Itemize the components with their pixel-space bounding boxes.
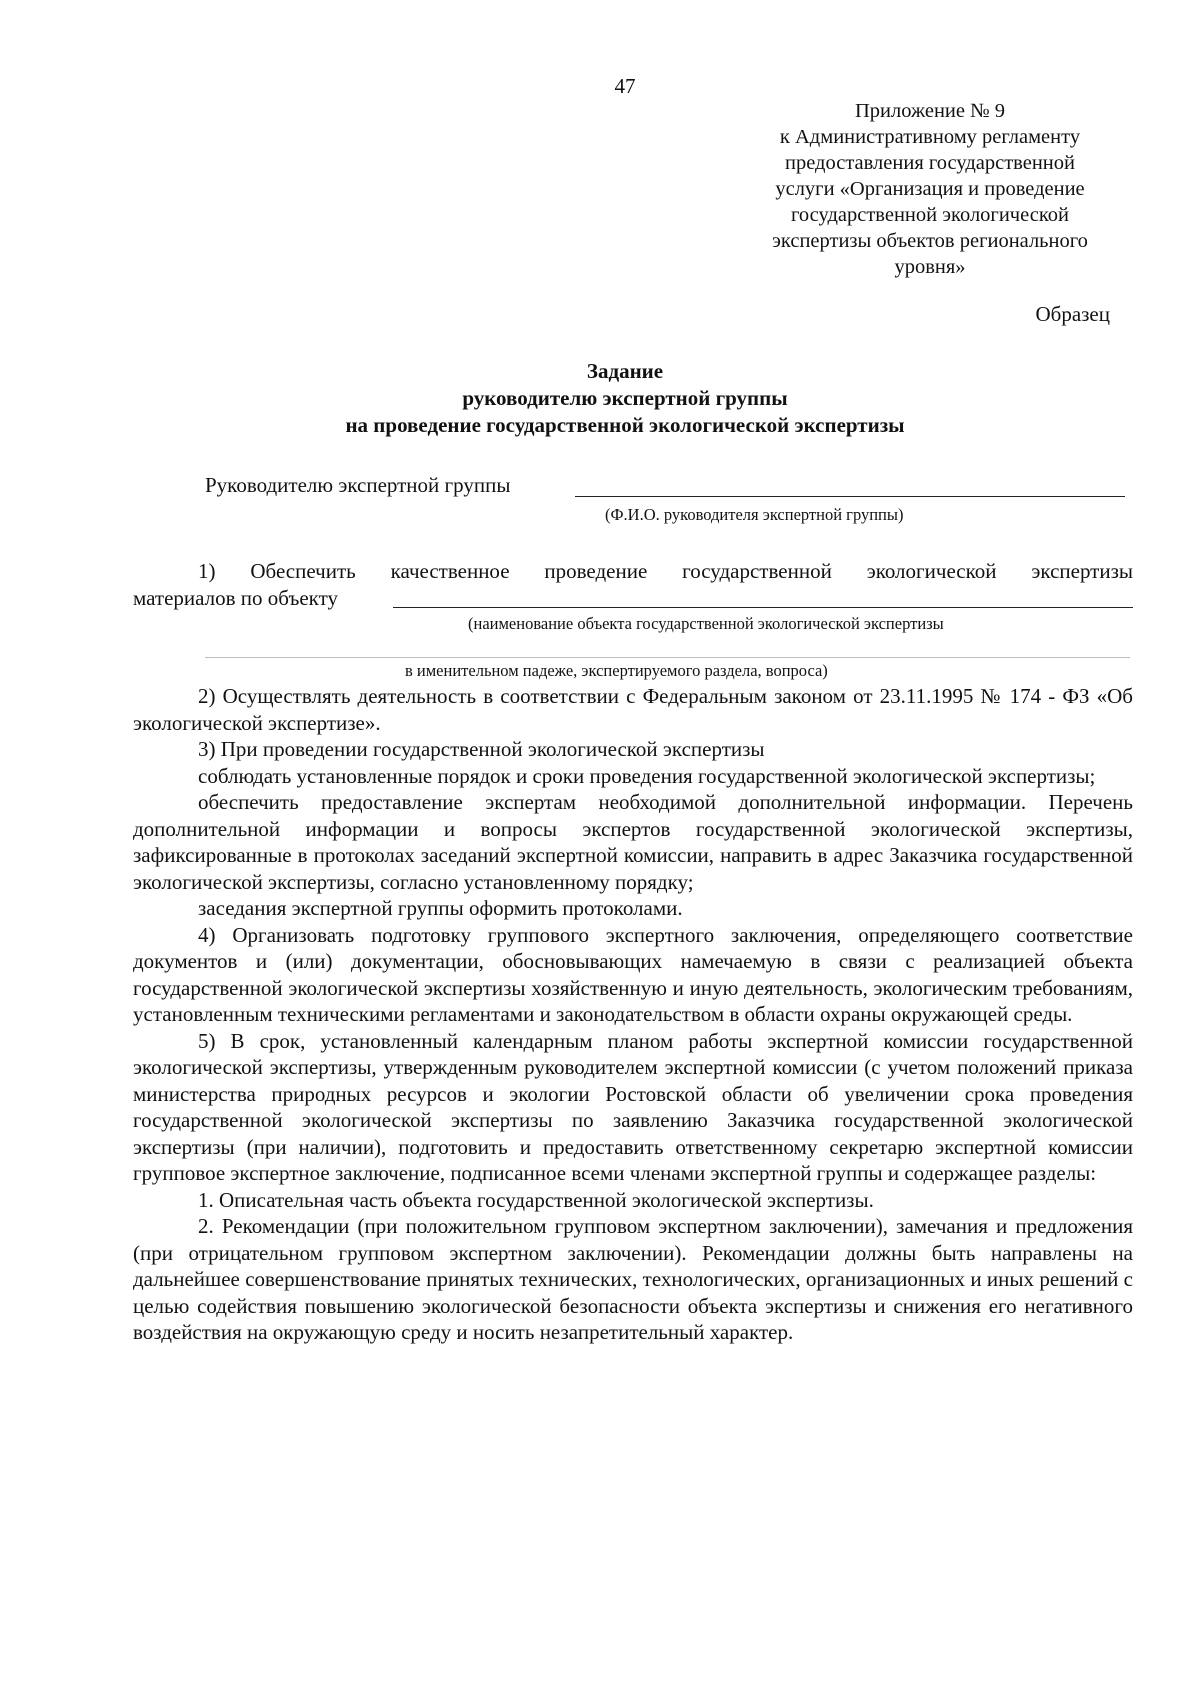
appendix-line: Приложение № 9: [854, 100, 1006, 122]
sample-label: Образец: [1035, 302, 1110, 326]
paragraph: заседания экспертной группы оформить протоколами.: [198, 896, 683, 920]
paragraph: 2) Осуществлять деятельность в соответствии с Федеральным законом от 23.11.1995 № 174 - ФЗ «Об экологической экспертизе».: [133, 684, 1133, 735]
appendix-line: государственной экологической: [791, 204, 1069, 226]
title-line: руководителю экспертной группы: [462, 386, 788, 410]
paragraph: 1. Описательная часть объекта государственной экологической экспертизы.: [198, 1187, 874, 1212]
appendix-line: уровня»: [894, 256, 966, 278]
object-hint-1: (наименование объекта государственной экологической экспертизы: [468, 614, 944, 633]
appendix-line: услуги «Организация и проведение: [775, 178, 1085, 200]
body-text: [133, 683, 1133, 1346]
item-1-continuation: материалов по объекту: [133, 586, 338, 610]
title-line: Задание: [586, 359, 664, 383]
appendix-reference: [740, 98, 1120, 280]
paragraph: 5) В срок, установленный календарным планом работы экспертной комиссии государственной экологической экспертизы, утвержденным руководителем экспертной комиссии (с учетом положений приказа министерства природных ресурсов и экологии Ростовской области об увеличении срока проведения государственной экологической экспертизы по заявлению Заказчика государственной экологической экспертизы (при наличии), подготовить и предоставить ответственному секретарю экспертной комиссии групповое экспертное заключение, подписанное всеми членами экспертной группы и содержащее разделы:: [133, 1028, 1133, 1185]
object-hint-2: в именительном падеже, экспертируемого раздела, вопроса): [405, 661, 828, 680]
title-line: на проведение государственной экологической экспертизы: [345, 413, 905, 437]
appendix-line: экспертизы объектов регионального: [772, 230, 1088, 252]
addressee-label: Руководителю экспертной группы: [205, 473, 511, 497]
appendix-line: к Административному регламенту: [779, 126, 1081, 148]
appendix-line: предоставления государственной: [785, 152, 1075, 174]
item-1-block: [133, 558, 1133, 585]
paragraph: 4) Организовать подготовку группового экспертного заключения, определяющего соответствие документов и (или) документации, обосновывающих намечаемую в связи с реализацией объекта государственной экологической экспертизы хозяйственную и иную деятельность, экологическим требованиям, установленным техническими регламентами и законодательством в области охраны окружающей среды.: [133, 922, 1133, 1026]
object-fill-line: [393, 607, 1133, 608]
paragraph: соблюдать установленные порядок и сроки проведения государственной экологической экспертизы;: [198, 763, 1096, 788]
addressee-hint: (Ф.И.О. руководителя экспертной группы): [605, 505, 904, 524]
document-title: [0, 358, 1200, 439]
item-1-text: 1) Обеспечить качественное проведение государственной экологической экспертизы: [198, 559, 1133, 583]
paragraph: обеспечить предоставление экспертам необходимой дополнительной информации. Перечень дополнительной информации и вопросы экспертов государственной экологической экспертизы, зафиксированные в протоколах заседаний экспертной комиссии, направить в адрес Заказчика государственной экологической экспертизы, согласно установленному порядку;: [133, 790, 1133, 894]
object-fill-line-2: [205, 657, 1130, 658]
addressee-fill-line: [575, 496, 1125, 497]
paragraph: 2. Рекомендации (при положительном групповом экспертном заключении), замечания и предложения (при отрицательном групповом экспертном заключении). Рекомендации должны быть направлены на дальнейшее совершенствование принятых технических, технологических, организационных и иных решений с целью содействия повышению экологической безопасности объекта экспертизы и снижения его негативного воздействия на окружающую среду и носить незапретительный характер.: [133, 1214, 1133, 1344]
paragraph: 3) При проведении государственной экологической экспертизы: [198, 737, 765, 761]
page-number: 47: [614, 74, 636, 98]
